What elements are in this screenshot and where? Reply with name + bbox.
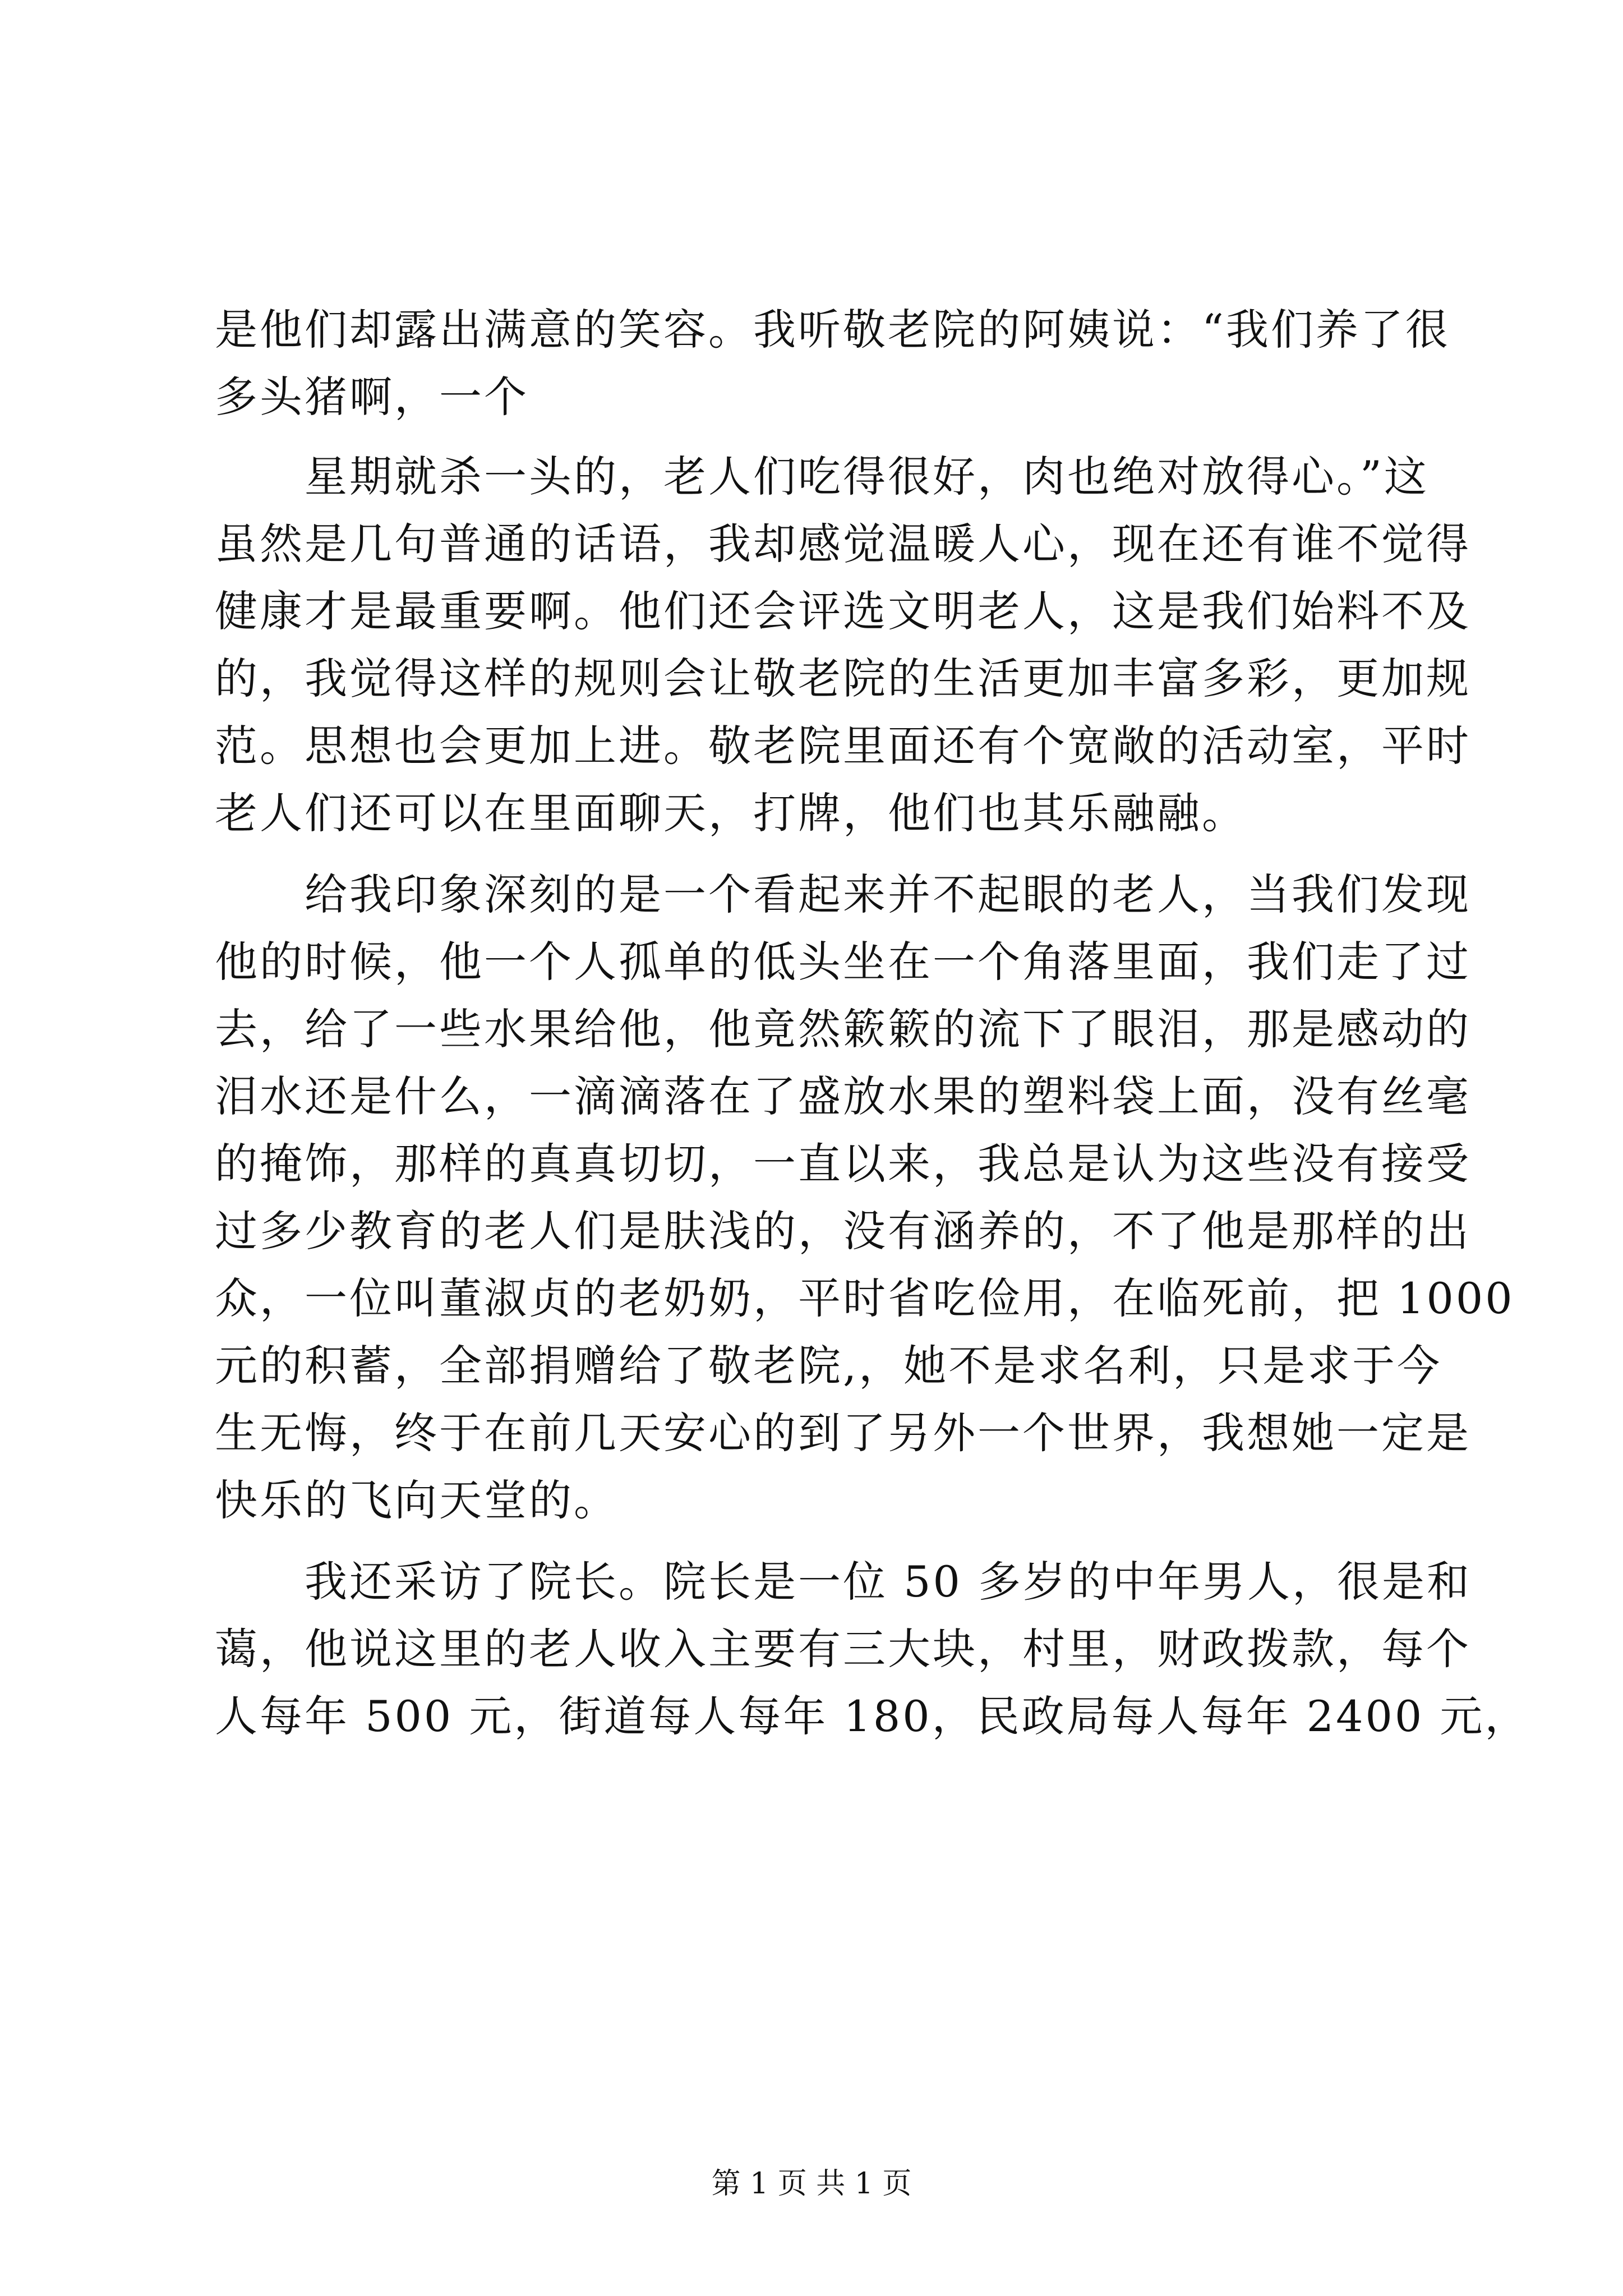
text-line: 健康才是最重要啊。他们还会评选文明老人，这是我们始料不及	[215, 586, 1471, 636]
text-line: 老人们还可以在里面聊天，打牌，他们也其乐融融。	[215, 788, 1247, 838]
text-line: 去，给了一些水果给他，他竟然簌簌的流下了眼泪，那是感动的	[215, 1004, 1471, 1054]
text-line: 虽然是几句普通的话语，我却感觉温暖人心，现在还有谁不觉得	[215, 519, 1471, 569]
text-line: 他的时候，他一个人孤单的低头坐在一个角落里面，我们走了过	[215, 937, 1471, 987]
text-line: 星期就杀一头的，老人们吃得很好，肉也绝对放得心。”这	[305, 452, 1429, 501]
text-line: 的掩饰，那样的真真切切，一直以来，我总是认为这些没有接受	[215, 1139, 1471, 1189]
text-line: 生无悔，终于在前几天安心的到了另外一个世界，我想她一定是	[215, 1408, 1471, 1458]
text-line: 泪水还是什么，一滴滴落在了盛放水果的塑料袋上面，没有丝毫	[215, 1071, 1471, 1121]
text-line: 多头猪啊，一个	[215, 372, 529, 422]
text-line: 过多少教育的老人们是肤浅的，没有涵养的，不了他是那样的出	[215, 1206, 1471, 1256]
text-line: 蔼，他说这里的老人收入主要有三大块，村里，财政拨款，每个	[215, 1624, 1471, 1674]
text-line: 给我印象深刻的是一个看起来并不起眼的老人，当我们发现	[305, 869, 1471, 919]
text-line: 我还采访了院长。院长是一位 50 多岁的中年男人，很是和	[305, 1557, 1472, 1607]
text-line: 是他们却露出满意的笑容。我听敬老院的阿姨说：“我们养了很	[215, 305, 1450, 355]
text-line: 人每年 500 元，街道每人每年 180，民政局每人每年 2400 元，	[215, 1691, 1530, 1741]
text-line: 众，一位叫董淑贞的老奶奶，平时省吃俭用，在临死前，把 1000	[215, 1273, 1515, 1323]
text-line: 范。思想也会更加上进。敬老院里面还有个宽敞的活动室，平时	[215, 721, 1471, 771]
page-footer: 第 1 页 共 1 页	[711, 2167, 912, 2201]
text-line: 快乐的飞向天堂的。	[215, 1475, 619, 1525]
text-line: 元的积蓄，全部捐赠给了敬老院,，她不是求名利，只是求于今	[215, 1341, 1442, 1391]
text-line: 的，我觉得这样的规则会让敬老院的生活更加丰富多彩，更加规	[215, 654, 1471, 703]
